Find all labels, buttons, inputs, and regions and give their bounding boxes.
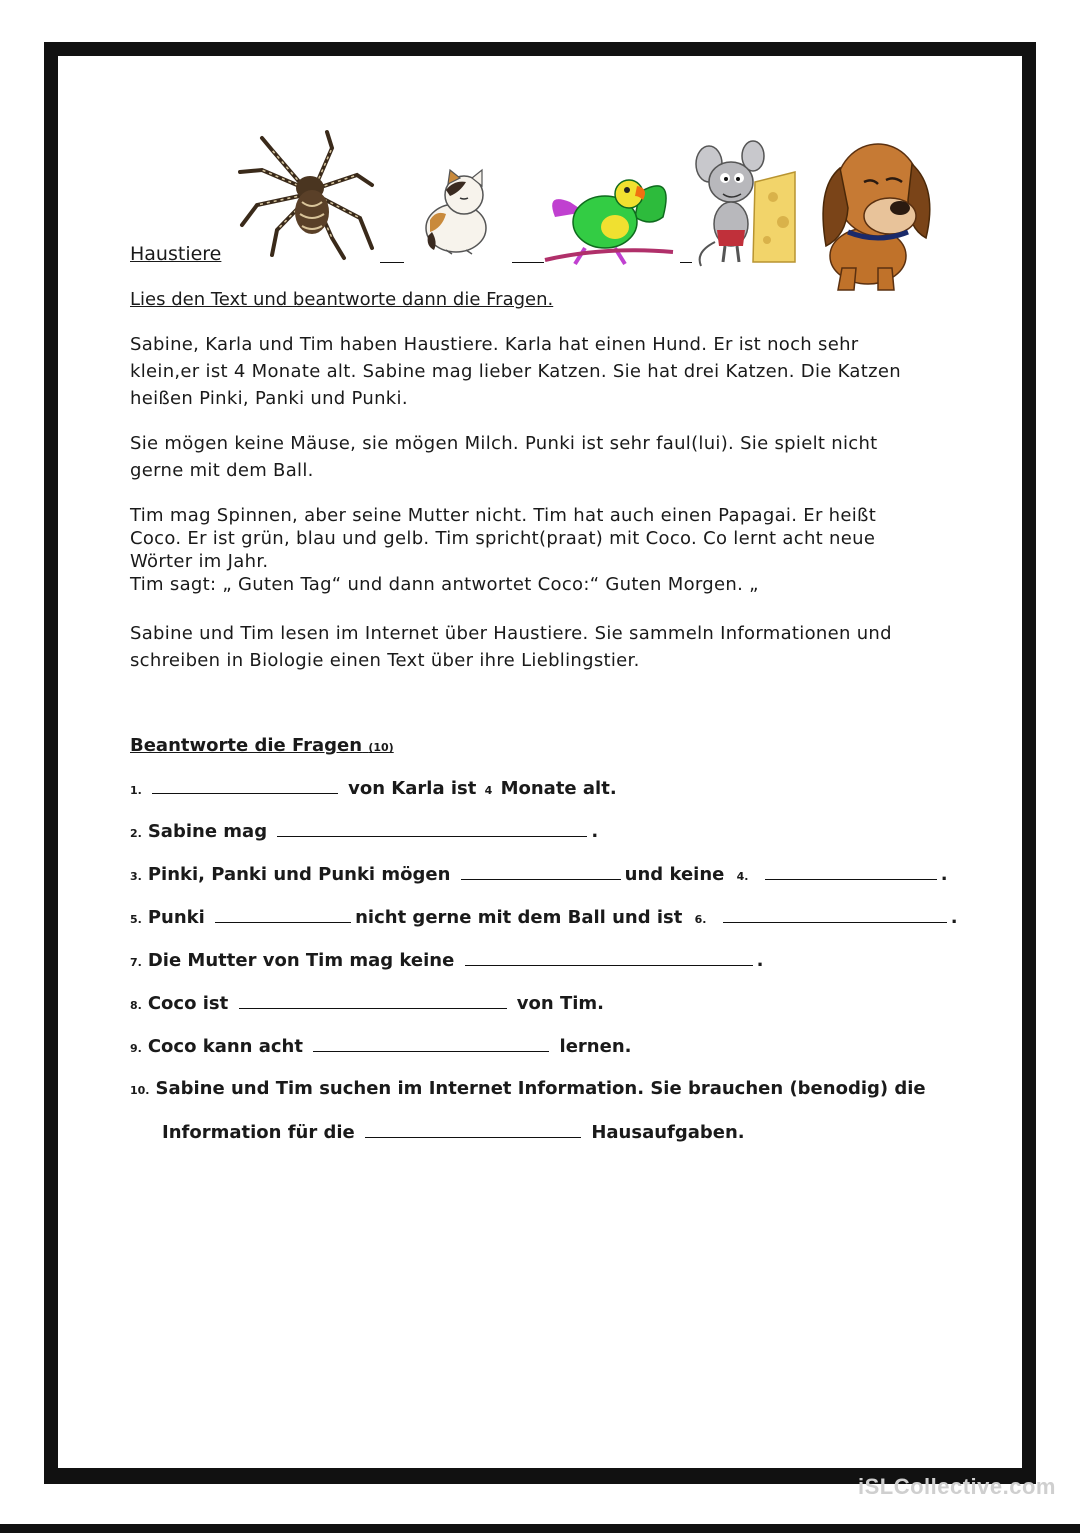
image-label-blank[interactable]	[512, 262, 544, 263]
question-2	[130, 820, 598, 842]
watermark: iSLCollective.com	[857, 1474, 1056, 1499]
question-number-inline: 6.	[694, 913, 707, 926]
dog-image	[808, 128, 943, 293]
question-text: Coco ist	[147, 993, 229, 1014]
mouse-with-cheese-image	[695, 142, 795, 267]
question-text: Information für die	[162, 1122, 355, 1143]
cat-image	[416, 170, 496, 255]
question-text: Coco kann acht	[147, 1036, 303, 1057]
questions-points: (10)	[368, 741, 394, 754]
question-1	[130, 777, 617, 799]
question-number: 10.	[130, 1084, 150, 1097]
answer-blank-6[interactable]	[723, 906, 947, 923]
question-text: Punki	[147, 907, 205, 928]
question-8	[130, 992, 604, 1014]
question-number: 9.	[130, 1042, 142, 1055]
image-label-blank[interactable]	[680, 262, 692, 263]
question-5-6	[130, 906, 958, 928]
question-number: 5.	[130, 913, 142, 926]
questions-heading-text: Beantworte die Fragen	[130, 735, 363, 756]
answer-blank-10[interactable]	[365, 1121, 581, 1138]
reading-paragraph-1: Sabine, Karla und Tim haben Haustiere. Karla hat einen Hund. Er ist noch sehr klein,er ist 4 Monate alt. Sabine mag lieber Katzen. Sie hat drei Katzen. Die Katzen heißen Pinki, Panki und Punki.	[130, 334, 901, 409]
questions-heading	[130, 735, 394, 756]
answer-blank-8[interactable]	[239, 992, 507, 1009]
question-end: .	[756, 950, 764, 971]
question-end: lernen.	[559, 1036, 632, 1057]
question-text: von Karla ist	[348, 778, 477, 799]
answer-blank-2[interactable]	[277, 820, 587, 837]
parrot-image	[545, 172, 675, 267]
question-text: Pinki, Panki und Punki mögen	[147, 864, 451, 885]
question-number: 7.	[130, 956, 142, 969]
question-9	[130, 1035, 631, 1057]
question-3-4	[130, 863, 948, 885]
question-number: 8.	[130, 999, 142, 1012]
question-end: Hausaufgaben.	[591, 1122, 745, 1143]
question-end: von Tim.	[516, 993, 605, 1014]
question-text: Sabine und Tim suchen im Internet Information. Sie brauchen (benodig) die	[155, 1078, 926, 1099]
question-number: 2.	[130, 827, 142, 840]
answer-blank-1[interactable]	[152, 777, 338, 794]
question-text: Monate alt.	[500, 778, 617, 799]
answer-blank-7[interactable]	[465, 949, 753, 966]
question-end: .	[950, 907, 958, 928]
instruction-heading: Lies den Text und beantworte dann die Fragen.	[130, 289, 554, 310]
image-label-blank[interactable]	[380, 262, 404, 263]
worksheet-title: Haustiere	[130, 243, 222, 265]
question-number: 3.	[130, 870, 142, 883]
question-text: und keine	[624, 864, 725, 885]
question-text: Sabine mag	[147, 821, 268, 842]
reading-paragraph-2: Sie mögen keine Mäuse, sie mögen Milch. Punki ist sehr faul(lui). Sie spielt nicht gerne mit dem Ball.	[130, 433, 878, 481]
question-number: 1.	[130, 784, 142, 797]
question-7	[130, 949, 763, 971]
reading-paragraph-4: Sabine und Tim lesen im Internet über Haustiere. Sie sammeln Informationen und schreiben in Biologie einen Text über ihre Lieblingstier.	[130, 623, 892, 671]
question-text: Die Mutter von Tim mag keine	[147, 950, 455, 971]
answer-blank-9[interactable]	[313, 1035, 549, 1052]
question-end: .	[940, 864, 948, 885]
question-number-inline: 4	[484, 784, 493, 797]
spider-image	[232, 130, 382, 260]
question-10-line-2	[162, 1121, 745, 1143]
question-end: .	[591, 821, 599, 842]
question-number-inline: 4.	[736, 870, 749, 883]
bottom-bar	[0, 1524, 1080, 1533]
answer-blank-5[interactable]	[215, 906, 351, 923]
answer-blank-3[interactable]	[461, 863, 621, 880]
answer-blank-4[interactable]	[765, 863, 937, 880]
question-10	[130, 1078, 926, 1099]
question-text: nicht gerne mit dem Ball und ist	[355, 907, 683, 928]
reading-paragraph-3: Tim mag Spinnen, aber seine Mutter nicht. Tim hat auch einen Papagai. Er heißt Coco. Er ist grün, blau und gelb. Tim spricht(praat) mit Coco. Co lernt acht neue Wörter im Jahr. Tim sagt: „ Guten Tag“ und dann antwortet Coco:“ Guten Morgen. „	[130, 505, 877, 595]
